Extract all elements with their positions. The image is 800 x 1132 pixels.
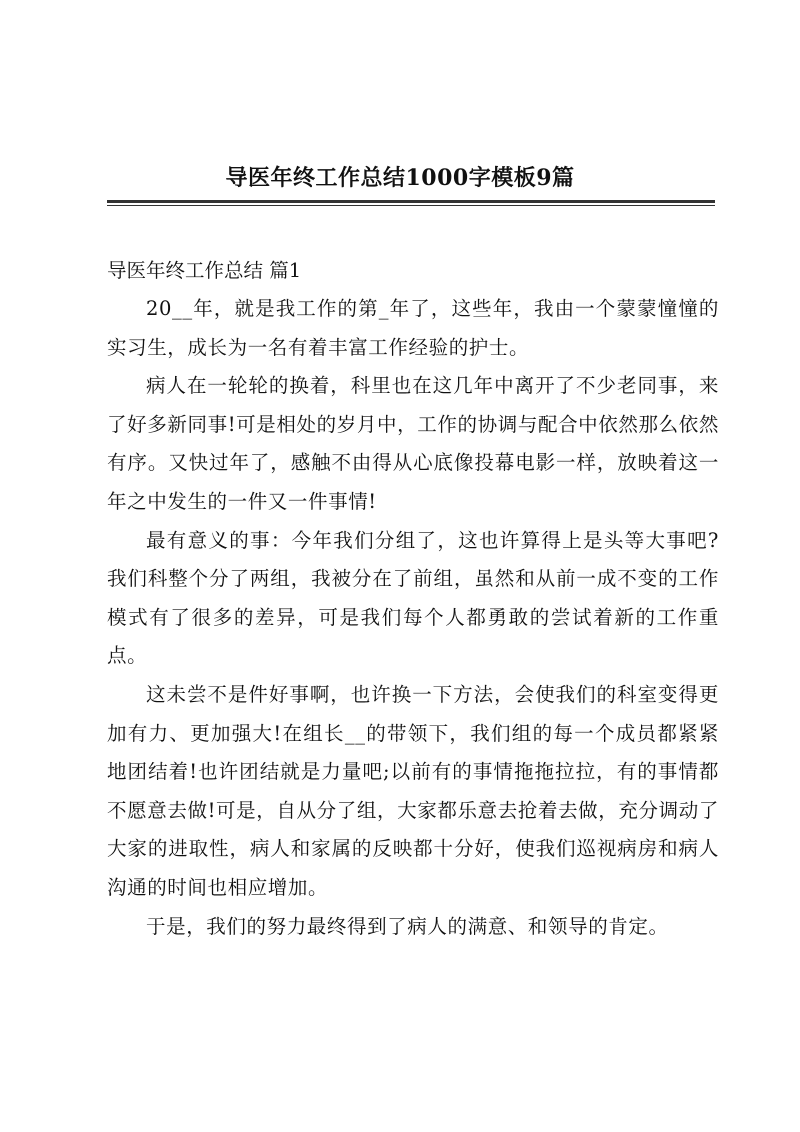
paragraph-3: 最有意义的事：今年我们分组了，这也许算得上是头等大事吧?我们科整个分了两组，我被分在了前组，虽然和从前一成不变的工作模式有了很多的差异，可是我们每个人都勇敢的尝试着新的工作重点。 — [107, 528, 719, 668]
title-divider — [107, 200, 715, 203]
paragraph-1: 20__年，就是我工作的第_年了，这些年，我由一个蒙蒙憧憧的实习生，成长为一名有着丰富工作经验的护士。 — [107, 297, 719, 359]
paragraph-5: 于是，我们的努力最终得到了病人的满意、和领导的肯定。 — [146, 914, 669, 938]
section-heading: 导医年终工作总结 篇1 — [107, 259, 302, 282]
paragraph-2: 病人在一轮轮的换着，科里也在这几年中离开了不少老同事，来了好多新同事!可是相处的岁月中，工作的协调与配合中依然那么依然有序。又快过年了，感触不由得从心底像投幕电影一样，放映着这一年之中发生的一件又一件事情! — [107, 374, 719, 513]
document-title: 导医年终工作总结1000字模板9篇 — [225, 165, 575, 191]
document-body — [107, 252, 719, 946]
paragraph-4: 这未尝不是件好事啊，也许换一下方法，会使我们的科室变得更加有力、更加强大!在组长__的带领下，我们组的每一个成员都紧紧地团结着!也许团结就是力量吧;以前有的事情拖拖拉拉，有的事情都不愿意去做!可是，自从分了组，大家都乐意去抢着去做，充分调动了大家的进取性，病人和家属的反映都十分好，使我们巡视病房和病人沟通的时间也相应增加。 — [107, 682, 719, 899]
title-divider-thin — [107, 205, 715, 206]
